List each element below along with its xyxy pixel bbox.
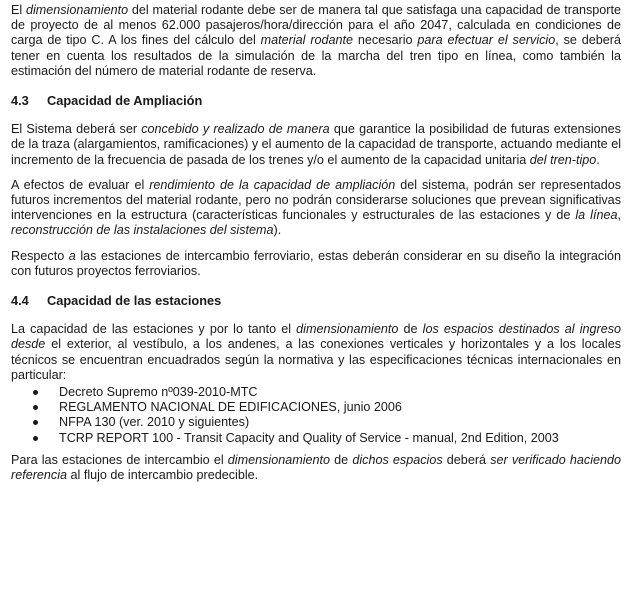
section-4-3-paragraph-2 bbox=[11, 178, 621, 239]
italic-run: la línea bbox=[575, 208, 618, 223]
italic-run: dichos espacios bbox=[352, 452, 443, 467]
section-4-3-paragraph-1 bbox=[11, 122, 621, 168]
section-number: 4.3 bbox=[11, 93, 29, 109]
italic-run: rendimiento de la capacidad de ampliación bbox=[149, 177, 396, 192]
italic-run: para efectuar el servicio bbox=[417, 33, 556, 48]
text-run: deberá bbox=[442, 452, 491, 467]
text-run: ). bbox=[273, 223, 282, 238]
italic-run: dimensionamiento bbox=[25, 3, 129, 17]
text-run: de bbox=[330, 452, 353, 467]
text-run: las estaciones de intercambio ferroviario, estas deberán considerar en su diseño la integración con futuros proyectos ferroviarios. bbox=[11, 248, 622, 278]
italic-run: ser verificado haciendo referencia bbox=[11, 452, 622, 483]
section-4-3-heading bbox=[11, 93, 621, 108]
italic-run: concebido y realizado de manera bbox=[141, 122, 330, 137]
section-4-3-paragraph-3 bbox=[11, 249, 621, 279]
section-title: Capacidad de Ampliación bbox=[47, 93, 203, 109]
italic-run: dimensionamiento bbox=[296, 322, 399, 337]
text-run: El bbox=[11, 3, 26, 17]
text-run: del sistema, podrán ser representados futuros incrementos del material rodante, pero no podrán considerarse soluciones que prevean significativas intervenciones en la estructura (características funcionales y estructurales de las estaciones y de bbox=[11, 177, 621, 223]
section-4-4-heading bbox=[11, 293, 621, 308]
standards-list bbox=[11, 385, 621, 446]
text-run: Respecto bbox=[11, 248, 69, 263]
list-item: NFPA 130 (ver. 2010 y siguientes) bbox=[31, 415, 621, 430]
text-run: de bbox=[398, 322, 423, 337]
text-run: del material rodante debe ser de manera tal que satisfaga una capacidad de transporte de proyecto de al menos 62.000 pasajeros/hora/dirección para el año 2047, calculada en condiciones de carga de tipo C. A los fines del cálculo del bbox=[11, 3, 622, 48]
italic-run: dimensionamiento bbox=[227, 452, 331, 467]
list-item: TCRP REPORT 100 - Transit Capacity and Quality of Service - manual, 2nd Edition, 2003 bbox=[31, 431, 621, 446]
italic-run: material rodante bbox=[260, 33, 354, 48]
italic-run: del tren-tipo bbox=[529, 152, 597, 167]
section-4-4-paragraph-2 bbox=[11, 453, 621, 483]
intro-paragraph bbox=[11, 3, 621, 79]
text-run: . bbox=[596, 152, 600, 167]
text-run: al flujo de intercambio predecible. bbox=[67, 468, 259, 483]
text-run: Para las estaciones de intercambio el bbox=[11, 452, 228, 467]
italic-run: los espacios destinados al ingreso desde bbox=[11, 322, 622, 352]
list-item: Decreto Supremo nº039-2010-MTC bbox=[31, 385, 621, 400]
text-run: A efectos de evaluar el bbox=[11, 177, 150, 192]
list-item: REGLAMENTO NACIONAL DE EDIFICACIONES, junio 2006 bbox=[31, 400, 621, 415]
text-run: que garantice la posibilidad de futuras extensiones de la traza (alargamientos, ramificaciones) y el aumento de la capacidad de transporte, actuando mediante el incremento de la frecuencia de pasada de los trenes y/o el aumento de la capacidad unitaria bbox=[11, 122, 621, 167]
italic-run: reconstrucción de las instalaciones del sistema bbox=[11, 223, 274, 238]
text-run: , se deberá tener en cuenta los resultados de la simulación de la marcha del tren tipo en línea, como también la estimación del número de material rodante de reserva. bbox=[11, 33, 621, 78]
section-4-4-paragraph-1 bbox=[11, 322, 621, 383]
text-run: el exterior, al vestíbulo, a los andenes, a las conexiones verticales y horizontales y a los locales técnicos se encuentran encuadrados según la normativa y las especificaciones técnicas internacionales en particular: bbox=[11, 337, 621, 382]
section-number: 4.4 bbox=[11, 293, 29, 309]
section-title: Capacidad de las estaciones bbox=[47, 293, 222, 309]
text-run: , bbox=[617, 208, 621, 223]
text-run: El Sistema deberá ser bbox=[11, 122, 142, 137]
text-run: necesario bbox=[353, 33, 418, 48]
italic-run: a bbox=[68, 248, 76, 263]
text-run: La capacidad de las estaciones y por lo tanto el bbox=[11, 322, 297, 337]
